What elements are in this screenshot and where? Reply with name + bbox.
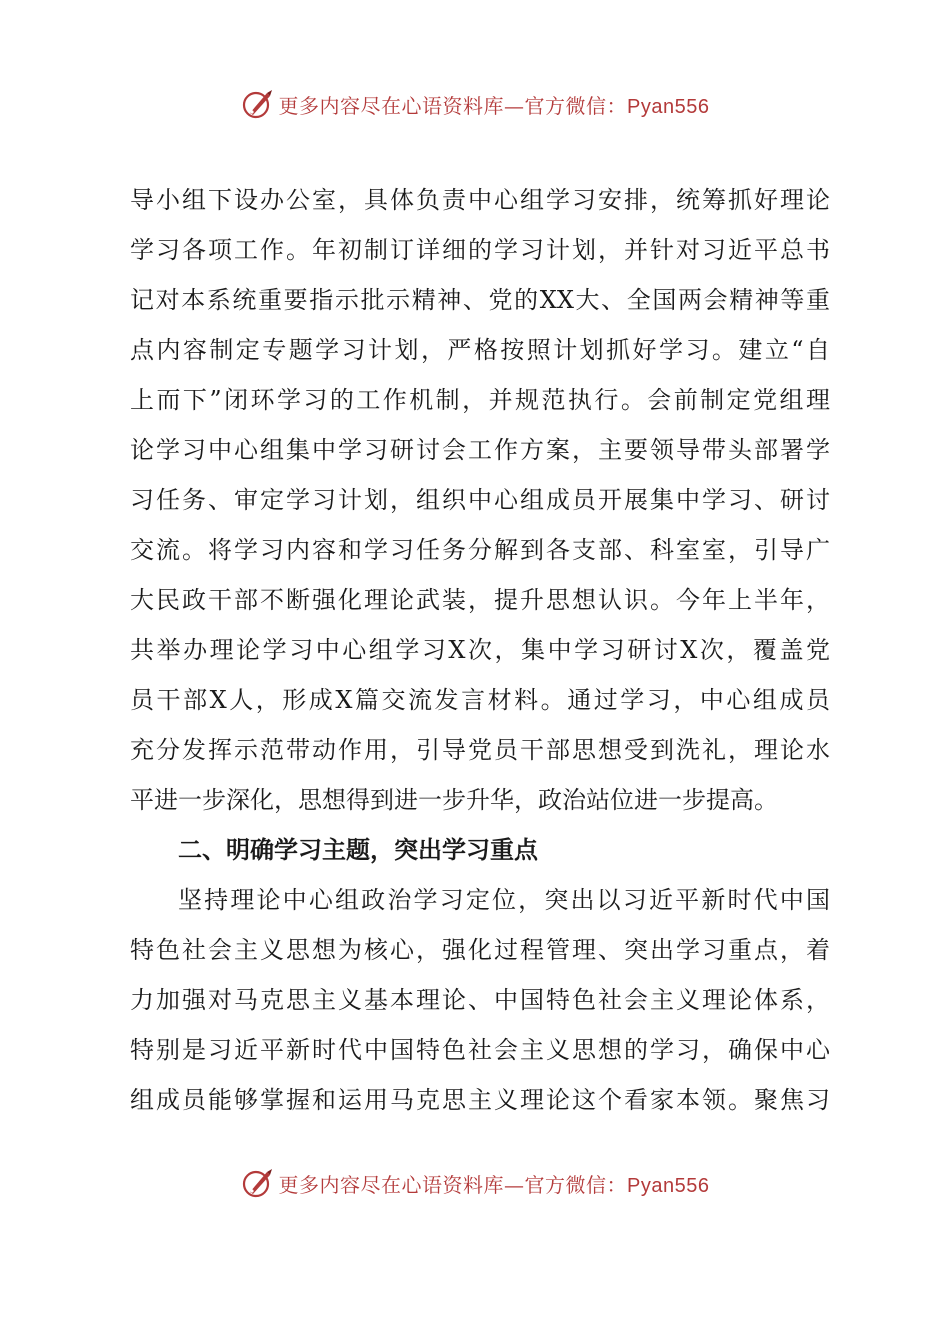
text-line: 员干部X人，形成X篇交流发言材料。通过学习，中心组成员 [130,686,830,714]
paragraph-2 [130,875,830,1125]
text-line: 点内容制定专题学习计划，严格按照计划抓好学习。建立“自 [130,336,830,364]
banner-text-cn: 更多内容尽在心语资料库—官方微信： [278,93,628,118]
text-line: 力加强对马克思主义基本理论、中国特色社会主义理论体系， [130,986,830,1014]
document-body [130,175,830,1125]
quill-pen-logo-icon [241,87,275,121]
text-line: 上而下”闭环学习的工作机制，并规范执行。会前制定党组理 [130,386,830,414]
section-heading: 二、明确学习主题，突出学习重点 [178,836,538,864]
banner-wechat-id: Pyan556 [627,1174,710,1197]
banner-text [279,1169,710,1198]
text-line: 坚持理论中心组政治学习定位，突出以习近平新时代中国 [178,886,830,914]
paragraph-1 [130,175,830,825]
text-line: 组成员能够掌握和运用马克思主义理论这个看家本领。聚焦习 [130,1086,830,1114]
text-line: 特别是习近平新时代中国特色社会主义思想的学习，确保中心 [130,1036,830,1064]
text-line: 论学习中心组集中学习研讨会工作方案，主要领导带头部署学 [130,436,830,464]
text-line: 特色社会主义思想为核心，强化过程管理、突出学习重点，着 [130,936,830,964]
quill-pen-logo-icon [241,1166,275,1200]
text-line: 交流。将学习内容和学习任务分解到各支部、科室室，引导广 [130,536,830,564]
header-banner [0,84,950,124]
banner-text-cn: 更多内容尽在心语资料库—官方微信： [278,1172,628,1197]
text-line: 学习各项工作。年初制订详细的学习计划，并针对习近平总书 [130,236,830,264]
text-line: 记对本系统重要指示批示精神、党的XX大、全国两会精神等重 [130,286,830,314]
text-line: 充分发挥示范带动作用，引导党员干部思想受到洗礼，理论水 [130,736,830,764]
text-line: 大民政干部不断强化理论武装，提升思想认识。今年上半年， [130,586,830,614]
text-line: 平进一步深化，思想得到进一步升华，政治站位进一步提高。 [130,786,778,814]
banner-text [279,90,710,119]
text-line: 习任务、审定学习计划，组织中心组成员开展集中学习、研讨 [130,486,830,514]
footer-banner [0,1163,950,1203]
text-line: 导小组下设办公室，具体负责中心组学习安排，统筹抓好理论 [130,186,830,214]
text-line: 共举办理论学习中心组学习X次，集中学习研讨X次，覆盖党 [130,636,830,664]
banner-wechat-id: Pyan556 [627,95,710,118]
